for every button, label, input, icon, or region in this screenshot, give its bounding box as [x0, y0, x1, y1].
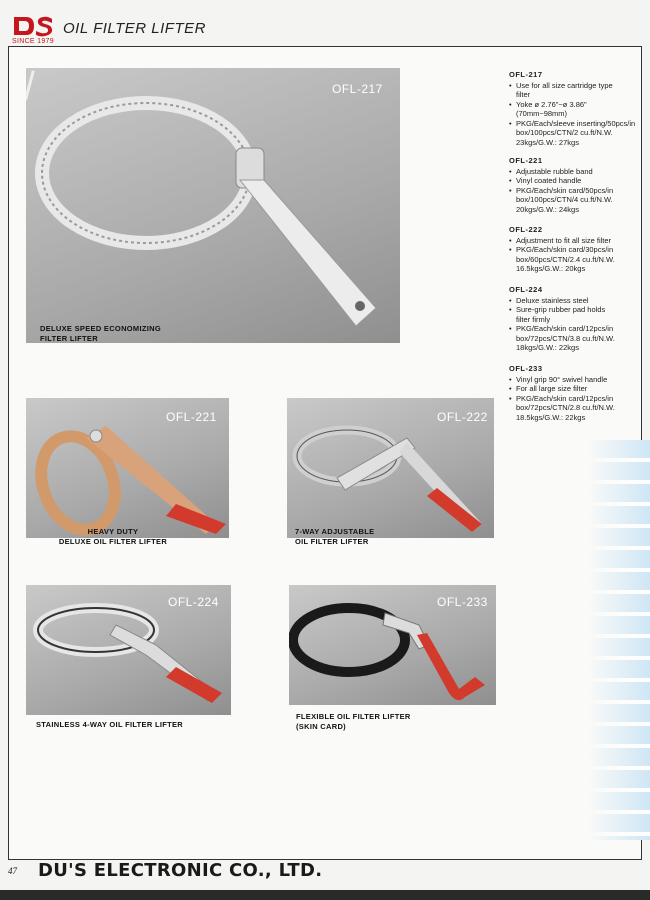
spec-line: 20kgs/G.W.: 24kgs — [516, 204, 579, 214]
spec-block-ofl-217 — [509, 70, 644, 147]
spec-item — [509, 384, 644, 394]
spec-item — [509, 245, 644, 274]
spec-line: • Use for all size cartridge type — [516, 80, 613, 90]
spec-item — [509, 394, 644, 423]
spec-line: • PKG/Each/skin card/12pcs/in — [516, 324, 614, 333]
spec-line: • PKG/Each/skin card/12pcs/in — [516, 393, 614, 403]
spec-line: box/72pcs/CTN/3.8 cu.ft/N.W. — [516, 333, 615, 343]
photo-label-ofl-217: OFL-217 — [332, 82, 383, 96]
stripes-fade — [588, 440, 650, 840]
page-title: OIL FILTER LIFTER — [63, 20, 206, 37]
spec-line: filter — [516, 90, 531, 99]
spec-line: filter firmly — [516, 314, 551, 324]
caption-line: HEAVY DUTY — [87, 527, 139, 536]
spec-line: 23kgs/G.W.: 27kgs — [516, 137, 579, 147]
spec-title: OFL-233 — [509, 364, 543, 373]
caption-line: DELUXE SPEED ECONOMIZING — [40, 324, 161, 333]
product-photo-ofl-233 — [289, 585, 496, 705]
spec-block-ofl-221 — [509, 156, 644, 214]
caption-ofl-233 — [296, 712, 411, 732]
caption-line: FILTER LIFTER — [40, 334, 98, 343]
spec-line: • Sure-grip rubber pad holds — [516, 305, 606, 314]
bottom-edge — [0, 890, 650, 900]
spec-block-ofl-233 — [509, 364, 644, 422]
caption-line: DELUXE OIL FILTER LIFTER — [58, 537, 168, 546]
caption-ofl-222 — [295, 527, 374, 547]
spec-item — [509, 100, 644, 119]
spec-item — [509, 375, 644, 385]
spec-item — [509, 236, 644, 246]
spec-title: OFL-217 — [509, 70, 543, 79]
photo-label-ofl-222: OFL-222 — [437, 410, 488, 424]
spec-line: • PKG/Each/sleeve inserting/50pcs/in — [516, 118, 636, 128]
photo-label-ofl-221: OFL-221 — [166, 410, 217, 424]
caption-line: OIL FILTER LIFTER — [295, 537, 369, 546]
spec-line: • Deluxe stainless steel — [516, 295, 589, 305]
spec-line: • PKG/Each/skin card/30pcs/in — [516, 245, 614, 254]
caption-line: 7-WAY ADJUSTABLE — [295, 527, 375, 536]
spec-item — [509, 167, 644, 177]
spec-title: OFL-222 — [509, 225, 543, 234]
spec-item — [509, 176, 644, 186]
product-photo-ofl-221 — [26, 398, 229, 538]
caption-line: STAINLESS 4-WAY OIL FILTER LIFTER — [36, 720, 183, 729]
spec-line: • PKG/Each/skin card/50pcs/in — [516, 185, 614, 195]
spec-line: box/100pcs/CTN/2 cu.ft/N.W. — [516, 128, 613, 137]
spec-line: 16.5kgs/G.W.: 20kgs — [516, 264, 586, 273]
product-photo-ofl-224 — [26, 585, 231, 715]
spec-line: • For all large size filter — [516, 384, 588, 393]
spec-line: • Yoke ø 2.76"~ø 3.86" — [516, 99, 587, 109]
spec-block-ofl-222 — [509, 225, 644, 274]
spec-block-ofl-224 — [509, 285, 644, 353]
spec-line: 18.5kgs/G.W.: 22kgs — [516, 412, 586, 422]
spec-line: • Vinyl grip 90° swivel handle — [516, 374, 608, 384]
spec-line: • Vinyl coated handle — [516, 176, 582, 185]
spec-line: box/72pcs/CTN/2.8 cu.ft/N.W. — [516, 403, 615, 412]
spec-title: OFL-224 — [509, 285, 543, 294]
caption-line: (SKIN CARD) — [296, 722, 346, 731]
spec-item — [509, 81, 644, 100]
caption-ofl-224 — [36, 720, 183, 730]
footer-company-name: DU'S ELECTRONIC CO., LTD. — [38, 860, 323, 881]
spec-line: • Adjustable rubble band — [516, 166, 593, 176]
caption-ofl-221 — [38, 527, 188, 547]
logo-tagline: SINCE 1979 — [12, 38, 54, 45]
spec-line: (70mm~98mm) — [516, 109, 568, 118]
spec-item — [509, 305, 644, 324]
spec-line: box/60pcs/CTN/2.4 cu.ft/N.W. — [516, 254, 615, 264]
product-photo-ofl-222 — [287, 398, 494, 538]
spec-item — [509, 119, 644, 148]
caption-ofl-217 — [40, 324, 161, 344]
caption-line: FLEXIBLE OIL FILTER LIFTER — [296, 712, 411, 721]
spec-line: • Adjustment to fit all size filter — [516, 235, 612, 245]
photo-label-ofl-224: OFL-224 — [168, 595, 219, 609]
spec-item — [509, 324, 644, 353]
photo-label-ofl-233: OFL-233 — [437, 595, 488, 609]
spec-item — [509, 296, 644, 306]
filter-lifter-illustration — [26, 68, 400, 343]
spec-line: 18kgs/G.W.: 22kgs — [516, 343, 579, 352]
spec-line: box/100pcs/CTN/4 cu.ft/N.W. — [516, 195, 613, 204]
spec-item — [509, 186, 644, 215]
product-photo-ofl-217 — [26, 68, 400, 343]
spec-title: OFL-221 — [509, 156, 543, 165]
page-number: 47 — [8, 866, 17, 876]
